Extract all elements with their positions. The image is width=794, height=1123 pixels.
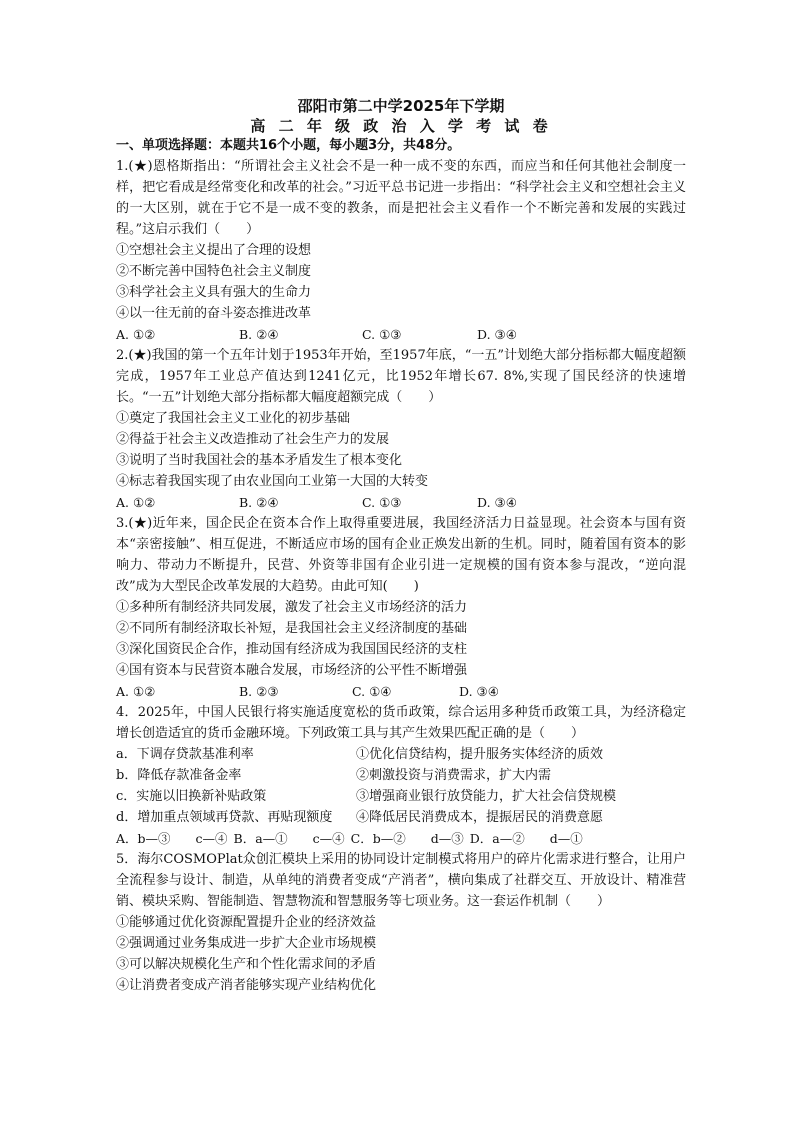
policy-effect-table [116, 744, 686, 828]
option-item: ②强调通过业务集成进一步扩大企业市场规模 [116, 936, 377, 951]
policy-effect: ③增强商业银行放贷能力，扩大社会信贷规模 [356, 789, 617, 804]
choice-d: D. ③④ [477, 327, 517, 342]
question-stem: 5．海尔COSMOPlat众创汇模块上采用的协同设计定制模式将用户的碎片化需求进行整合，让用户全流程参与设计、制造，从单纯的消费者变成“产消者”，横向集成了社群交互、开放设计、精准营销、模块采购、智能制造、智慧物流和智慧服务等七项业务。这一套运作机制（ ） [116, 852, 686, 909]
section-heading: 一、单项选择题：本题共16个小题，每小题3分，共48分。 [116, 138, 461, 153]
question-stem: 4．2025年，中国人民银行将实施适度宽松的货币政策，综合运用多种货币政策工具，为经济稳定增长创造适宜的货币金融环境。下列政策工具与其产生效果匹配正确的是（ ） [116, 705, 686, 741]
option-item: ④国有资本与民营资本融合发展，市场经济的公平性不断增强 [116, 663, 468, 678]
choice-c: C. ①③ [362, 495, 402, 510]
policy-effect: ①优化信贷结构，提升服务实体经济的质效 [356, 747, 604, 762]
policy-tool: d．增加重点领域再贷款、再贴现额度 [116, 810, 333, 825]
choice-d: D. ③④ [459, 684, 499, 699]
option-item: ②不同所有制经济取长补短，是我国社会主义经济制度的基础 [116, 621, 468, 636]
question-stem: 1.(★)恩格斯指出：“所谓社会主义社会不是一种一成不变的东西，而应当和任何其他社会制度一样，把它看成是经常变化和改革的社会。”习近平总书记进一步指出：“科学社会主义和空想社会主义的一大区别，就在于它不是一成不变的教条，而是把社会主义看作一个不断完善和发展的实践过程。”这启示我们（ ） [116, 159, 686, 237]
answer-choices [116, 681, 686, 702]
option-item: ④以一往无前的奋斗姿态推进改革 [116, 306, 312, 321]
policy-row [116, 786, 686, 807]
choice-b: B．a—① c—④ [233, 831, 345, 846]
choice-c: C. ①④ [352, 684, 392, 699]
policy-tool: a．下调存贷款基准利率 [116, 747, 254, 762]
policy-tool: c．实施以旧换新补贴政策 [116, 789, 267, 804]
policy-row [116, 807, 686, 828]
choice-b: B. ②③ [239, 684, 279, 699]
answer-choices [116, 324, 686, 345]
option-item: ③深化国资民企合作，推动国有经济成为我国国民经济的支柱 [116, 642, 468, 657]
question-stem: 2.(★)我国的第一个五年计划于1953年开始，至1957年底，“一五”计划绝大部分指标都大幅度超额完成，1957年工业总产值达到1241亿元，比1952年增长67. 8%,实现了国民经济的快速增长。“一五”计划绝大部分指标都大幅度超额完成（ ） [116, 348, 687, 405]
policy-tool: b．降低存款准备金率 [116, 768, 242, 783]
option-item: ①空想社会主义提出了合理的设想 [116, 243, 312, 258]
choice-d: D．a—② d—① [469, 831, 583, 846]
option-item: ④让消费者变成产消者能够实现产业结构优化 [116, 978, 377, 993]
policy-effect: ②刺激投资与消费需求，扩大内需 [356, 768, 552, 783]
option-item: ②得益于社会主义改造推动了社会生产力的发展 [116, 432, 390, 447]
choice-a: A. ①② [116, 684, 156, 699]
policy-row [116, 744, 686, 765]
option-item: ④标志着我国实现了由农业国向工业第一大国的大转变 [116, 474, 429, 489]
question-stem: 3.(★)近年来，国企民企在资本合作上取得重要进展，我国经济活力日益显现。社会资本与国有资本“亲密接触”、相互促进，不断适应市场的国有企业正焕发出新的生机。同时，随着国有资本的影响力、带动力不断提升，民营、外资等非国有企业引进一定规模的国有资本参与混改，“逆向混改”成为大型民企改革发展的大趋势。由此可知( ) [116, 516, 686, 594]
exam-page [116, 96, 686, 996]
question-4 [116, 702, 686, 849]
choice-d: D. ③④ [477, 495, 517, 510]
choice-c: C. ①③ [362, 327, 402, 342]
choice-c: C．b—② d—③ [350, 831, 464, 846]
choice-b: B. ②④ [239, 327, 279, 342]
exam-title: 高 二 年 级 政 治 入 学 考 试 卷 [250, 117, 552, 135]
question-1 [116, 156, 686, 345]
option-item: ②不断完善中国特色社会主义制度 [116, 264, 312, 279]
choice-a: A. ①② [116, 495, 156, 510]
option-item: ①能够通过优化资源配置提升企业的经济效益 [116, 915, 377, 930]
choice-b: B. ②④ [239, 495, 279, 510]
option-item: ③科学社会主义具有强大的生命力 [116, 285, 312, 300]
option-item: ③可以解决规模化生产和个性化需求间的矛盾 [116, 957, 377, 972]
question-5 [116, 849, 686, 996]
option-item: ①奠定了我国社会主义工业化的初步基础 [116, 411, 351, 426]
choice-a: A. ①② [116, 327, 156, 342]
question-3 [116, 513, 686, 702]
question-2 [116, 345, 686, 513]
option-item: ③说明了当时我国社会的基本矛盾发生了根本变化 [116, 453, 403, 468]
policy-row [116, 765, 686, 786]
answer-choices [116, 828, 686, 849]
option-item: ①多种所有制经济共同发展，激发了社会主义市场经济的活力 [116, 600, 468, 615]
school-title: 邵阳市第二中学2025年下学期 [297, 97, 505, 115]
answer-choices [116, 492, 686, 513]
policy-effect: ④降低居民消费成本，提振居民的消费意愿 [356, 810, 604, 825]
choice-a: A．b—③ c—④ [116, 831, 228, 846]
